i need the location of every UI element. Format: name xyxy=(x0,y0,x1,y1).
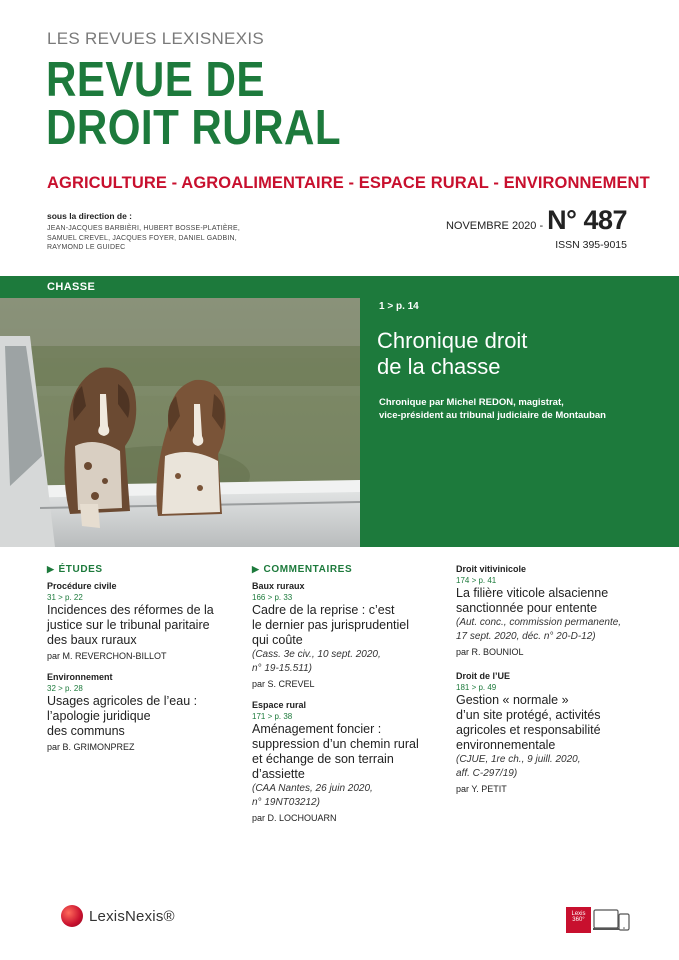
article-rubric: Procédure civile xyxy=(47,581,117,591)
article-procedure-civile xyxy=(47,581,237,661)
article-author: par S. CREVEL xyxy=(252,679,315,689)
title-line-1: REVUE DE xyxy=(46,53,265,107)
article-droit-ue xyxy=(456,671,656,794)
commentaires-heading xyxy=(252,564,442,575)
device-icon xyxy=(593,909,631,933)
tagline: AGRICULTURE - AGROALIMENTAIRE - ESPACE RURAL - ENVIRONNEMENT xyxy=(47,174,650,192)
article-title xyxy=(252,603,442,648)
feature-title-line-1: Chronique droit xyxy=(377,328,528,353)
article-title-line: Usages agricoles de l’eau : xyxy=(47,694,198,708)
article-title xyxy=(47,603,237,648)
commentaires-heading-label: COMMENTAIRES xyxy=(263,564,353,575)
commentaires-column xyxy=(252,564,442,834)
dogs-photo-image xyxy=(0,276,360,547)
lexisnexis-wordmark: LexisNexis® xyxy=(89,907,175,925)
triangle-right-icon: ▶ xyxy=(252,564,260,574)
article-page-ref[interactable]: 32 > p. 28 xyxy=(47,684,83,693)
direction-label: sous la direction de : xyxy=(47,211,133,221)
article-espace-rural xyxy=(252,700,442,823)
article-environnement xyxy=(47,672,237,752)
editorial-direction xyxy=(47,211,247,253)
article-title-line: Incidences des réformes de la xyxy=(47,603,214,617)
article-title-line: justice sur le tribunal paritaire xyxy=(47,618,210,632)
article-source-line: n° 19-15.511) xyxy=(252,663,312,674)
feature-category: CHASSE xyxy=(0,276,360,298)
article-title-line: environnementale xyxy=(456,738,556,752)
article-source-line: (CAA Nantes, 26 juin 2020, xyxy=(252,783,373,794)
article-title-line: l’apologie juridique xyxy=(47,709,151,723)
etudes-column xyxy=(47,564,237,763)
article-title-line: d’un site protégé, activités xyxy=(456,708,601,722)
badge-line-1: Lexis xyxy=(571,911,586,917)
badge-line-2: 360° xyxy=(572,917,585,923)
article-source-line: (Aut. conc., commission permanente, xyxy=(456,617,622,628)
article-title xyxy=(456,586,656,616)
feature-author xyxy=(379,396,669,422)
article-page-ref[interactable]: 174 > p. 41 xyxy=(456,576,497,585)
etudes-heading xyxy=(47,564,237,575)
lexisnexis-logo-icon xyxy=(61,905,83,927)
triangle-right-icon: ▶ xyxy=(47,564,55,574)
issue-number: N° 487 xyxy=(547,205,627,235)
article-page-ref[interactable]: 166 > p. 33 xyxy=(252,593,293,602)
issue-info xyxy=(446,205,627,251)
feature-block xyxy=(0,276,679,547)
article-title-line: d’assiette xyxy=(252,767,305,781)
article-page-ref[interactable]: 31 > p. 22 xyxy=(47,593,83,602)
title-line-2: DROIT RURAL xyxy=(46,101,342,155)
article-title-line: suppression d’un chemin rural xyxy=(252,737,419,751)
article-page-ref[interactable]: 171 > p. 38 xyxy=(252,712,293,721)
lexisnexis-logo xyxy=(61,905,175,927)
article-author: par Y. PETIT xyxy=(456,784,507,794)
names-line-1: JEAN-JACQUES BARBIÈRI, HUBERT BOSSE-PLATIÈRE, xyxy=(47,225,240,232)
article-rubric: Droit vitivinicole xyxy=(456,564,527,574)
article-source-line: 17 sept. 2020, déc. n° 20-D-12) xyxy=(456,631,596,642)
article-page-ref[interactable]: 181 > p. 49 xyxy=(456,683,497,692)
article-title-line: des baux ruraux xyxy=(47,633,137,647)
article-title xyxy=(252,722,442,782)
article-source-line: n° 19NT03212) xyxy=(252,797,320,808)
article-title xyxy=(47,694,237,739)
article-rubric: Droit de l’UE xyxy=(456,671,511,681)
names-line-2: SAMUEL CREVEL, JACQUES FOYER, DANIEL GADBIN, xyxy=(47,234,237,242)
article-title-line: Cadre de la reprise : c’est xyxy=(252,603,395,617)
article-rubric: Baux ruraux xyxy=(252,581,305,591)
issue-date: NOVEMBRE 2020 - xyxy=(445,220,544,232)
issn: ISSN 395-9015 xyxy=(555,239,627,251)
article-author: par R. BOUNIOL xyxy=(456,647,524,657)
article-title-line: Gestion « normale » xyxy=(456,693,569,707)
feature-panel xyxy=(360,276,679,547)
article-author: par B. GRIMONPREZ xyxy=(47,742,135,752)
article-droit-vitivinicole xyxy=(456,564,656,657)
cover-photo xyxy=(0,276,360,547)
feature-title-line-2: de la chasse xyxy=(377,354,501,379)
article-title-line: Aménagement foncier : xyxy=(252,722,382,736)
feature-author-line-1: Chronique par Michel REDON, magistrat, xyxy=(379,397,564,408)
names-line-3: RAYMOND LE GUIDEC xyxy=(47,244,126,251)
lexis360-badge xyxy=(566,907,591,933)
article-author: par D. LOCHOUARN xyxy=(252,813,337,823)
article-source xyxy=(456,616,656,644)
article-source-line: (CJUE, 1re ch., 9 juill. 2020, xyxy=(456,754,581,765)
feature-title xyxy=(377,328,657,380)
article-title-line: La filière viticole alsacienne xyxy=(456,586,609,600)
feature-author-line-2: vice-président au tribunal judiciaire de Montauban xyxy=(379,410,606,421)
article-title-line: et échange de son terrain xyxy=(252,752,394,766)
third-column xyxy=(456,564,656,808)
article-title-line: agricoles et responsabilité xyxy=(456,723,601,737)
article-baux-ruraux xyxy=(252,581,442,689)
article-source-line: (Cass. 3e civ., 10 sept. 2020, xyxy=(252,649,381,660)
feature-page-ref[interactable]: 1 > p. 14 xyxy=(379,301,419,312)
article-author: par M. REVERCHON-BILLOT xyxy=(47,651,167,661)
article-source xyxy=(252,648,442,676)
article-title-line: le dernier pas jurisprudentiel xyxy=(252,618,410,632)
direction-names xyxy=(47,224,247,253)
article-title-line: sanctionnée pour entente xyxy=(456,601,598,615)
article-rubric: Espace rural xyxy=(252,700,307,710)
article-title-line: qui coûte xyxy=(252,633,303,647)
series-label: LES REVUES LEXISNEXIS xyxy=(47,29,264,48)
article-source xyxy=(456,753,656,781)
journal-title xyxy=(46,53,342,155)
article-source-line: aff. C-297/19) xyxy=(456,768,518,779)
article-source xyxy=(252,782,442,810)
article-title xyxy=(456,693,656,753)
article-rubric: Environnement xyxy=(47,672,113,682)
article-title-line: des communs xyxy=(47,724,125,738)
etudes-heading-label: ÉTUDES xyxy=(58,564,103,575)
